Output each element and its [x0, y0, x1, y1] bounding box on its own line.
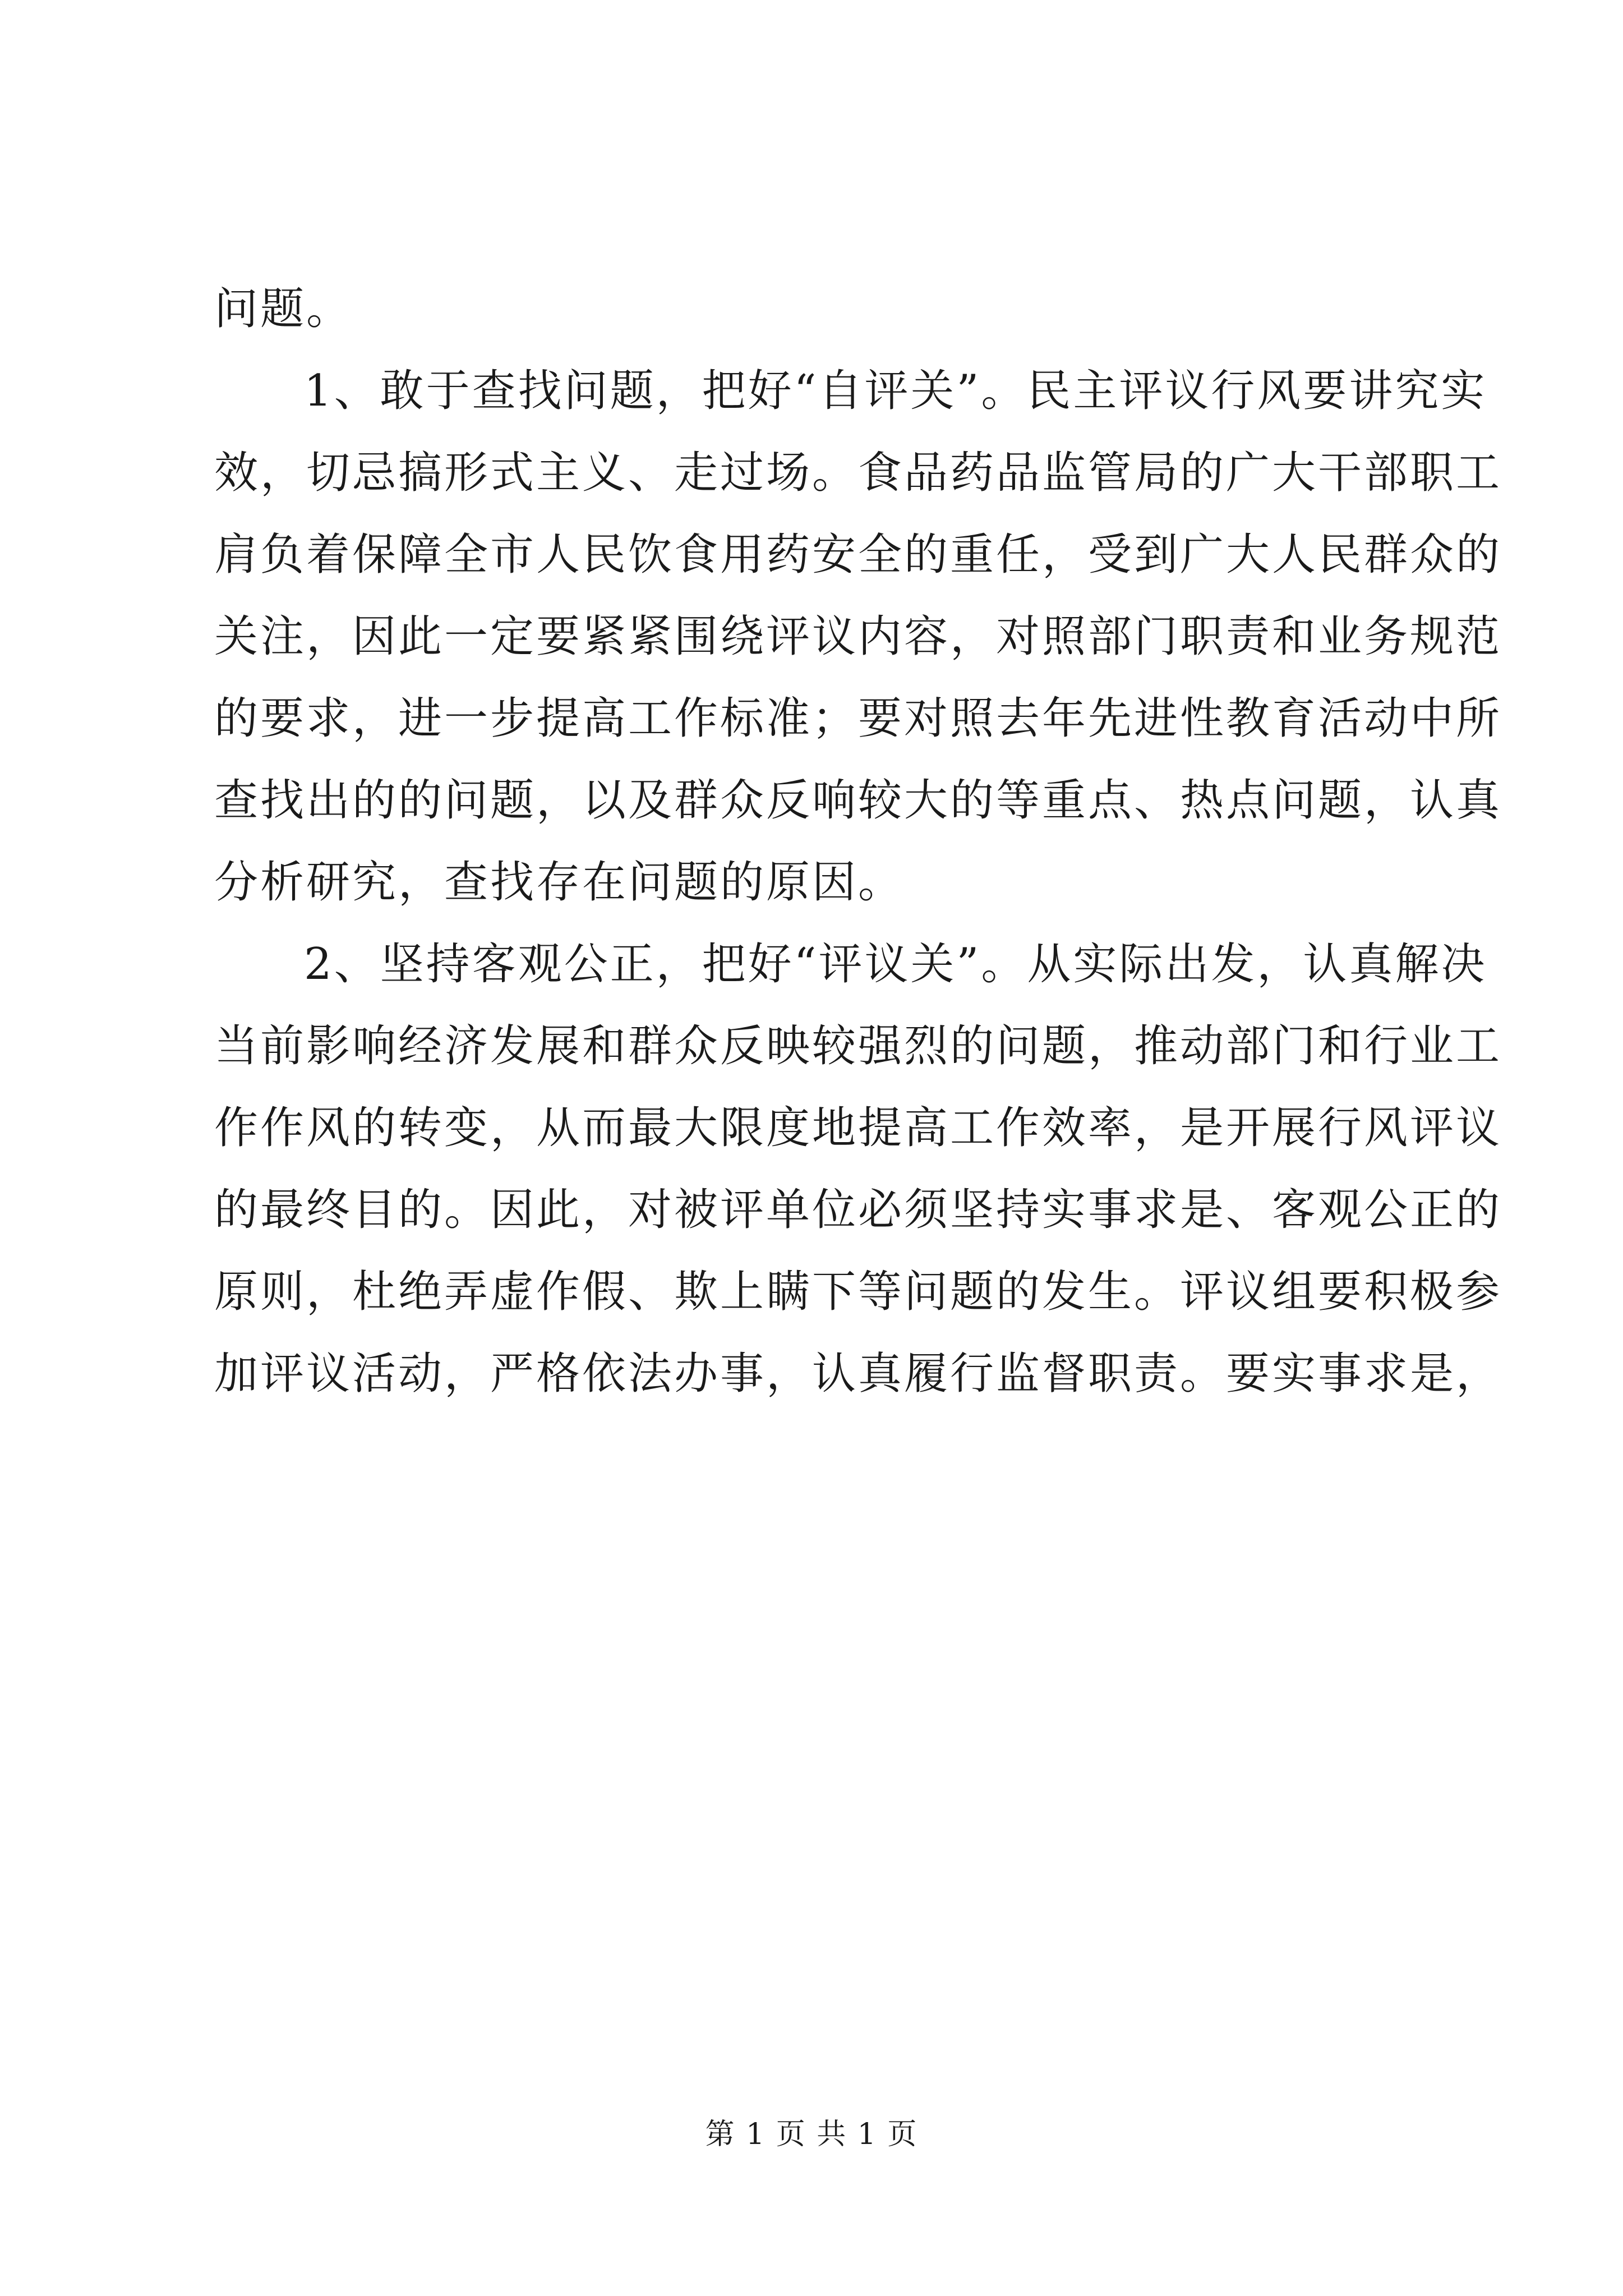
paragraph-2-first-line: 2、坚持客观公正，把好“评议关”。从实际出发，认真解决	[304, 939, 1487, 990]
text-line: 加评议活动，严格依法办事，认真履行监督职责。要实事求是，	[214, 1349, 1502, 1399]
text-line: 原则，杜绝弄虚作假、欺上瞒下等问题的发生。评议组要积极参	[214, 1267, 1502, 1317]
text-line: 的最终目的。因此，对被评单位必须坚持实事求是、客观公正的	[214, 1185, 1502, 1235]
body-text	[214, 268, 1502, 1415]
text-line: 当前影响经济发展和群众反映较强烈的问题，推动部门和行业工	[214, 1021, 1502, 1071]
text-line: 问题。	[214, 284, 353, 334]
text-line: 效，切忌搞形式主义、走过场。食品药品监管局的广大干部职工	[214, 448, 1502, 498]
text-line: 查找出的的问题，以及群众反响较大的等重点、热点问题，认真	[214, 775, 1502, 826]
text-line: 分析研究，查找存在问题的原因。	[214, 857, 905, 908]
text-line: 肩负着保障全市人民饮食用药安全的重任，受到广大人民群众的	[214, 530, 1502, 580]
page-footer: 第 1 页 共 1 页	[705, 2118, 918, 2151]
text-line: 关注，因此一定要紧紧围绕评议内容，对照部门职责和业务规范	[214, 611, 1502, 662]
text-line: 作作风的转变，从而最大限度地提高工作效率，是开展行风评议	[214, 1103, 1502, 1153]
paragraph-1-first-line: 1、敢于查找问题，把好“自评关”。民主评议行风要讲究实	[304, 366, 1487, 416]
text-line: 的要求，进一步提高工作标准；要对照去年先进性教育活动中所	[214, 693, 1502, 744]
